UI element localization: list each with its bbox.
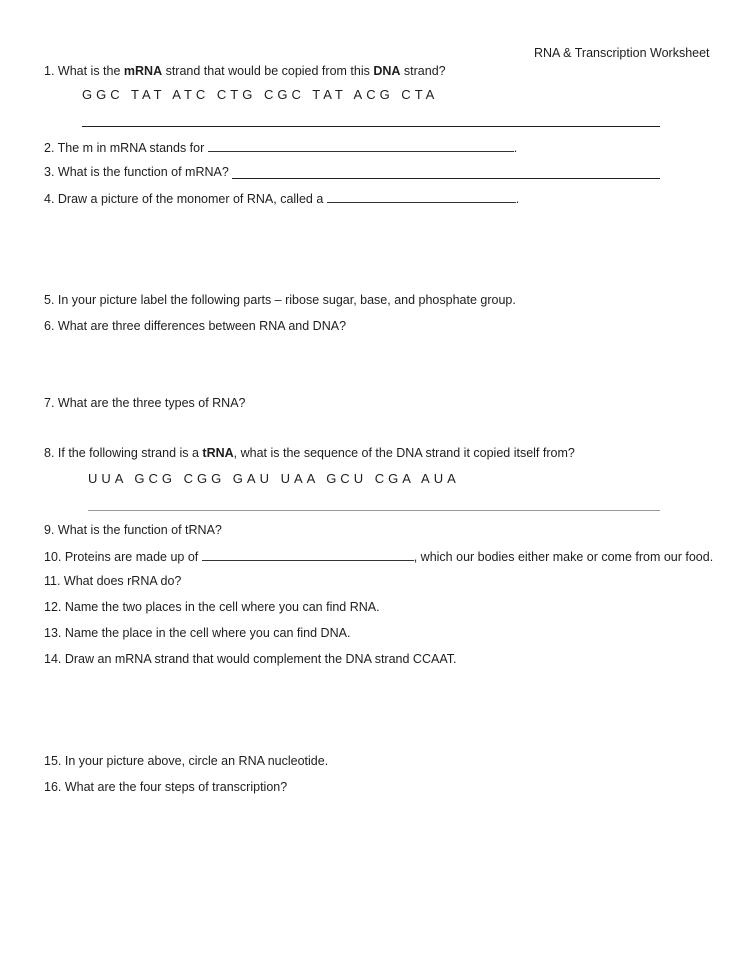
q3-answer-line[interactable]: [232, 178, 660, 179]
question-9: 9. What is the function of tRNA?: [44, 523, 222, 537]
worksheet-title: RNA & Transcription Worksheet: [534, 46, 710, 60]
q10-text-before: 10. Proteins are made up of: [44, 550, 202, 564]
q4-answer-blank[interactable]: [327, 191, 516, 203]
question-14: 14. Draw an mRNA strand that would complement the DNA strand CCAAT.: [44, 652, 457, 666]
q4-text-before: 4. Draw a picture of the monomer of RNA, called a: [44, 192, 327, 206]
q1-text-mid: strand that would be copied from this: [162, 64, 374, 78]
q1-text-after: strand?: [400, 64, 446, 78]
question-12: 12. Name the two places in the cell where you can find RNA.: [44, 600, 380, 614]
q8-answer-line[interactable]: [88, 510, 660, 511]
question-16: 16. What are the four steps of transcription?: [44, 780, 288, 794]
q1-dna-sequence: GGC TAT ATC CTG CGC TAT ACG CTA: [82, 87, 439, 102]
q8-text-before: 8. If the following strand is a: [44, 446, 203, 460]
question-1: [44, 64, 446, 78]
q1-answer-line[interactable]: [82, 126, 660, 127]
q2-text-after: .: [513, 141, 518, 155]
question-8: [44, 446, 575, 460]
question-2: [44, 140, 517, 155]
q10-answer-blank[interactable]: [202, 549, 414, 561]
question-10: [44, 549, 713, 564]
q1-text-before: 1. What is the: [44, 64, 124, 78]
q8-trna-sequence: UUA GCG CGG GAU UAA GCU CGA AUA: [88, 471, 460, 486]
question-5: 5. In your picture label the following parts – ribose sugar, base, and phosphate group.: [44, 293, 516, 307]
q1-bold-dna: DNA: [373, 64, 401, 78]
question-11: 11. What does rRNA do?: [44, 574, 182, 588]
q10-text-after: , which our bodies either make or come from our food.: [413, 550, 714, 564]
question-7: 7. What are the three types of RNA?: [44, 396, 246, 410]
q4-text-after: .: [515, 192, 520, 206]
question-6: 6. What are three differences between RNA and DNA?: [44, 319, 347, 333]
q3-text: 3. What is the function of mRNA?: [44, 165, 229, 179]
q8-bold-trna: tRNA: [202, 446, 234, 460]
question-13: 13. Name the place in the cell where you can find DNA.: [44, 626, 351, 640]
q1-bold-mrna: mRNA: [123, 64, 163, 78]
q2-text-before: 2. The m in mRNA stands for: [44, 141, 208, 155]
question-3: [44, 165, 229, 179]
q2-answer-blank[interactable]: [208, 140, 514, 152]
question-15: 15. In your picture above, circle an RNA nucleotide.: [44, 754, 329, 768]
question-4: [44, 191, 519, 206]
q8-text-after: , what is the sequence of the DNA strand it copied itself from?: [233, 446, 575, 460]
